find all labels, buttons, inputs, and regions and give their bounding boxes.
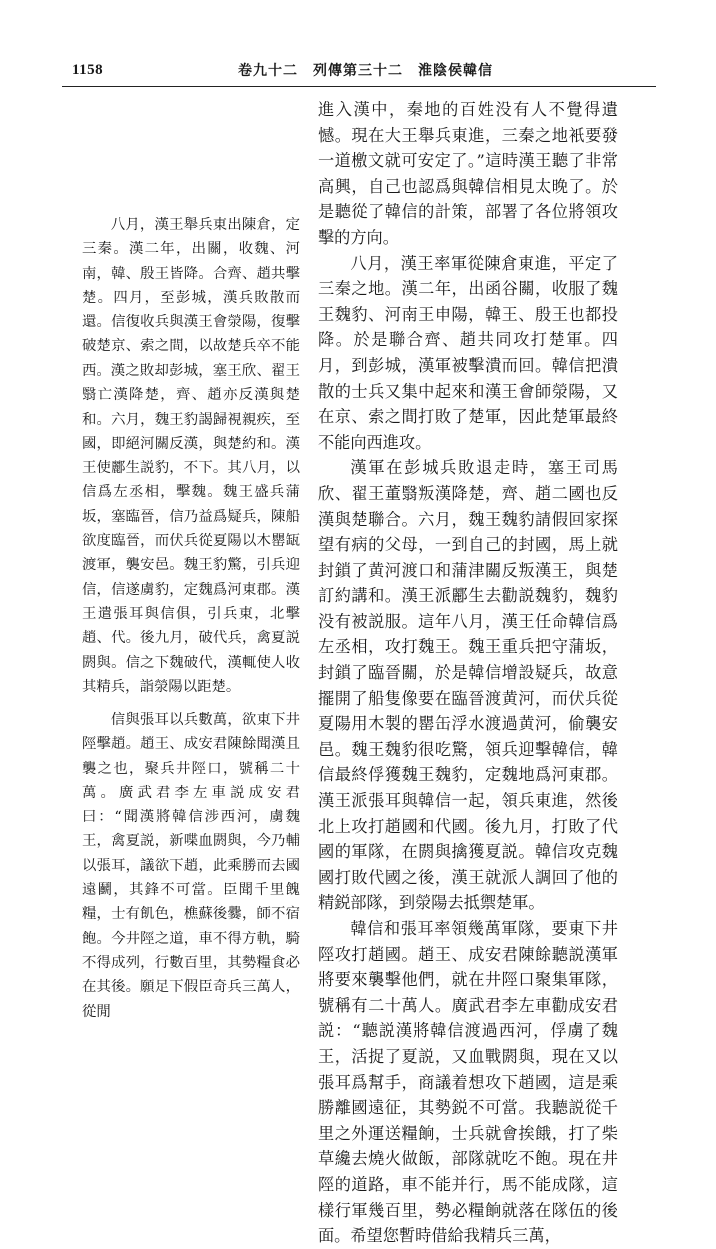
original-paragraph-1-block bbox=[82, 213, 300, 383]
original-paragraph: 信與張耳以兵數萬，欲東下井陘擊趙。趙王、成安君陳餘聞漢且襲之也，聚兵井陘口，號稱二十萬。廣武君李左車説成安君曰：“聞漢將韓信涉西河，虜魏王，禽夏説，新喋血閼與，今乃輔以張耳，議欲下趙，此乘勝而去國遠鬬，其鋒不可當。臣聞千里餽糧，士有飢色，樵蘇後爨，師不宿飽。今井陘之道，車不得方軌，騎不得成列，行數百里，其勢糧食必在其後。願足下假臣奇兵三萬人，從閒 bbox=[82, 712, 300, 1020]
original-paragraph: 漢之敗却彭城，塞王欣、翟王翳亡漢降楚，齊、趙亦反漢與楚和。六月，魏王豹謁歸視親疾，至國，即絕河關反漢，與楚約和。漢王使酈生説豹，不下。其八月，以信爲左丞相，擊魏。魏王盛兵蒲坂，塞臨晉，信乃益爲疑兵，陳船欲度臨晉，而伏兵從夏陽以木罌缻渡軍，襲安邑。魏王豹驚，引兵迎信，信遂虜豹，定魏爲河東郡。漢王遣張耳與信俱，引兵東，北擊趙、代。後九月，破代兵，禽夏説閼與。信之下魏破代，漢輒使人收其精兵，詣滎陽以距楚。 bbox=[82, 363, 300, 695]
running-head: 卷九十二 列傳第三十二 淮陰侯韓信 bbox=[238, 63, 493, 79]
translation-paragraph: 八月，漢王率軍從陳倉東進，平定了三秦之地。漢二年，出函谷關，收服了魏王魏豹、河南王申陽，韓王、殷王也都投降。於是聯合齊、趙共同攻打楚軍。四月，到彭城，漢軍被擊潰而回。韓信把潰散的士兵又集中起來和漢王會師滎陽，又在京、索之間打敗了楚軍，因此楚軍最終不能向西進攻。 bbox=[318, 253, 618, 452]
translation-paragraph: 漢軍在彭城兵敗退走時，塞王司馬欣、翟王董翳叛漢降楚，齊、趙二國也反漢與楚聯合。六月，魏王魏豹請假回家探望有病的父母，一到自己的封國，馬上就封鎖了黄河渡口和蒲津關反叛漢王，與楚訂約講和。漢王派酈生去勸説魏豹，魏豹没有被説服。這年八月，漢王任命韓信爲左丞相，攻打魏王。魏王重兵把守蒲坂，封鎖了臨晉關，於是韓信增設疑兵，故意擺開了船隻像要在臨晉渡黄河，而伏兵從夏陽用木製的罌缶浮水渡過黄河，偷襲安邑。魏王魏豹很吃驚，領兵迎擊韓信，韓信最終俘獲魏王魏豹，定魏地爲河東郡。漢王派張耳與韓信一起，領兵東進，然後北上攻打趙國和代國。後九月，打敗了代國的軍隊，在閼與擒獲夏説。韓信攻克魏國打敗代國之後，漢王就派人調回了他的精鋭部隊，到滎陽去抵禦楚軍。 bbox=[318, 458, 618, 913]
header-rule bbox=[62, 86, 656, 87]
original-paragraph-3-block bbox=[82, 708, 300, 1024]
translation-paragraph: 韓信和張耳率領幾萬軍隊，要東下井陘攻打趙國。趙王、成安君陳餘聽説漢軍將要來襲擊他們，就在井陘口聚集軍隊，號稱有二十萬人。廣武君李左車勸成安君説：“聽説漢將韓信渡過西河，俘虜了魏王，活捉了夏説，又血戰閼與，現在又以張耳爲幫手，商議着想攻下趙國，這是乘勝離國遠征，其勢鋭不可當。我聽説從千里之外運送糧餉，士兵就會挨餓，打了柴草纔去燒火做飯，部隊就吃不飽。現在井陘的道路，車不能并行，馬不能成隊，這樣行軍幾百里，勢必糧餉就落在隊伍的後面。希望您暫時借給我精兵三萬， bbox=[318, 919, 618, 1246]
original-paragraph-2-block bbox=[82, 359, 300, 699]
page-header bbox=[0, 0, 716, 92]
translation-paragraph: 進入漢中，秦地的百姓没有人不覺得遺憾。現在大王舉兵東進，三秦之地衹要發一道檄文就可安定了。”這時漢王聽了非常高興，自己也認爲與韓信相見太晚了。於是聽從了韓信的計策，部署了各位將領攻擊的方向。 bbox=[318, 100, 618, 247]
page-number: 1158 bbox=[72, 62, 104, 78]
translation-column bbox=[318, 97, 618, 1249]
original-paragraph: 八月，漢王舉兵東出陳倉，定三秦。漢二年，出關，收魏、河南，韓、殷王皆降。合齊、趙共擊楚。四月，至彭城，漢兵敗散而還。信復收兵與漢王會滎陽，復擊破楚京、索之間，以故楚兵卒不能西。 bbox=[82, 217, 300, 379]
